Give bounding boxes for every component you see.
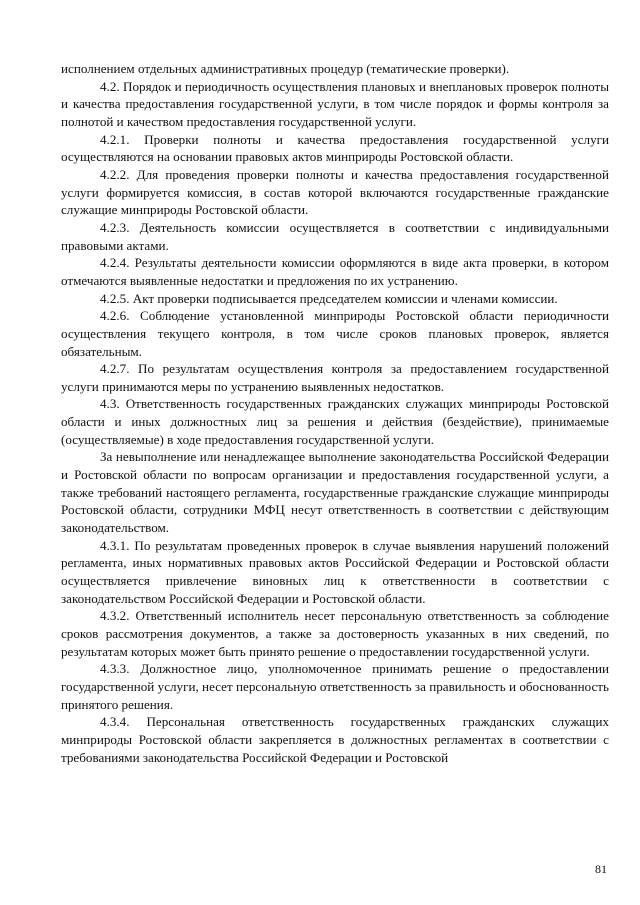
paragraph-4-3-3: 4.3.3. Должностное лицо, уполномоченное принимать решение о предоставлении государственной услуги, несет персональную ответственность за правильность и обоснованность принятого решения.	[61, 661, 609, 712]
page-number: 81	[595, 862, 607, 876]
paragraph-4-2-5: 4.2.5. Акт проверки подписывается председателем комиссии и членами комиссии.	[100, 290, 558, 306]
paragraph-liability: За невыполнение или ненадлежащее выполнение законодательства Российской Федерации и Ростовской области по вопросам организации и предоставления государственной услуги, а также требований настоящего регламента, государственные гражданские служащие минприроды Ростовской области, сотрудники МФЦ несут ответственность в соответствии с действующим законодательством.	[61, 449, 609, 536]
paragraph-4-2-4: 4.2.4. Результаты деятельности комиссии оформляются в виде акта проверки, в котором отмечаются выявленные недостатки и предложения по их устранению.	[61, 255, 609, 288]
paragraph-4-2-6: 4.2.6. Соблюдение установленной минприроды Ростовской области периодичности осуществления текущего контроля, в том числе сроков плановых проверок, является обязательным.	[61, 308, 609, 359]
paragraph-4-3: 4.3. Ответственность государственных гражданских служащих минприроды Ростовской области и иных должностных лиц за решения и действия (бездействие), принимаемые (осуществляемые) в ходе предоставления государственной услуги.	[61, 396, 609, 447]
paragraph-4-3-2: 4.3.2. Ответственный исполнитель несет персональную ответственность за соблюдение сроков рассмотрения документов, а также за достоверность указанных в них сведений, по результатам которых может быть принято решение о предоставлении государственной услуги.	[61, 608, 609, 659]
paragraph-4-2-3: 4.2.3. Деятельность комиссии осуществляется в соответствии с индивидуальными правовыми актами.	[61, 219, 609, 253]
paragraph-4-2: 4.2. Порядок и периодичность осуществления плановых и внеплановых проверок полноты и качества предоставления государственной услуги, в том числе порядок и формы контроля за полнотой и качеством предоставления государственной услуги.	[61, 78, 609, 129]
paragraph-4-2-2: 4.2.2. Для проведения проверки полноты и качества предоставления государственной услуги формируется комиссия, в состав которой включаются государственные гражданские служащие минприроды Ростовской области.	[61, 166, 609, 218]
paragraph-4-2-1: 4.2.1. Проверки полноты и качества предоставления государственной услуги осуществляются на основании правовых актов минприроды Ростовской области.	[61, 131, 609, 165]
paragraph-4-3-1: 4.3.1. По результатам проведенных проверок в случае выявления нарушений положений регламента, иных нормативных правовых актов Российской Федерации и Ростовской области осуществляется привлечение виновных лиц к ответственности в соответствии с законодательством Российской Федерации и Ростовской области.	[61, 537, 609, 606]
document-body	[61, 60, 609, 766]
paragraph-4-2-7: 4.2.7. По результатам осуществления контроля за предоставлением государственной услуги принимаются меры по устранению выявленных недостатков.	[61, 361, 609, 394]
paragraph-continuation: исполнением отдельных административных процедур (тематические проверки).	[61, 61, 510, 76]
paragraph-4-3-4: 4.3.4. Персональная ответственность государственных гражданских служащих минприроды Ростовской области закрепляется в должностных регламентах в соответствии с требованиями законодательства Российской Федерации и Ростовской	[61, 714, 609, 765]
